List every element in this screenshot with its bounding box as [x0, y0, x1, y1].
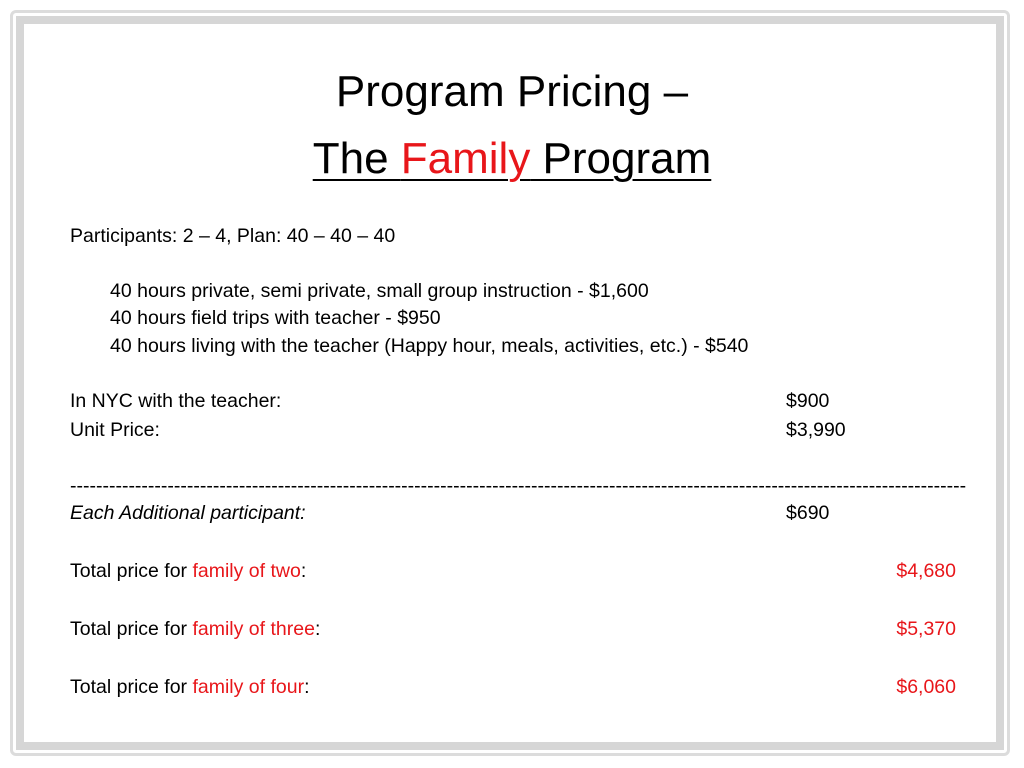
total-four-value: $6,060	[896, 676, 956, 698]
dashed-separator: ------------------------------------------------------------------------------------------------------------------------------------------	[70, 475, 966, 497]
total-highlight: family of three	[192, 618, 315, 640]
title-highlight: Family	[400, 134, 531, 183]
additional-label: Each Additional participant:	[70, 502, 306, 524]
total-prefix: Total price for	[70, 618, 193, 640]
total-suffix: :	[300, 560, 307, 582]
title-line-2	[0, 133, 1024, 185]
total-suffix: :	[304, 676, 310, 698]
total-highlight: family of four	[192, 676, 305, 698]
nyc-value: $900	[786, 390, 830, 412]
total-two-value: $4,680	[896, 560, 956, 582]
total-prefix: Total price for	[70, 560, 193, 582]
total-three-label	[70, 617, 320, 641]
item-living: 40 hours living with the teacher (Happy hour, meals, activities, etc.) - $540	[110, 335, 749, 357]
additional-value: $690	[786, 502, 830, 524]
unit-price-label: Unit Price:	[70, 419, 160, 441]
title-line-1: Program Pricing –	[335, 67, 689, 116]
nyc-label: In NYC with the teacher:	[70, 390, 282, 412]
title-prefix: The	[312, 134, 401, 183]
participants-line: Participants: 2 – 4, Plan: 40 – 40 – 40	[70, 225, 396, 247]
total-suffix: :	[314, 618, 321, 640]
total-four-label	[70, 675, 310, 699]
total-three-value: $5,370	[896, 618, 956, 640]
total-prefix: Total price for	[70, 676, 193, 698]
total-two-label	[70, 559, 306, 583]
unit-price-value: $3,990	[786, 419, 846, 441]
total-highlight: family of two	[192, 560, 301, 582]
title-suffix: Program	[530, 134, 712, 183]
item-field-trips: 40 hours field trips with teacher - $950	[110, 307, 441, 329]
item-instruction: 40 hours private, semi private, small group instruction - $1,600	[110, 280, 649, 302]
